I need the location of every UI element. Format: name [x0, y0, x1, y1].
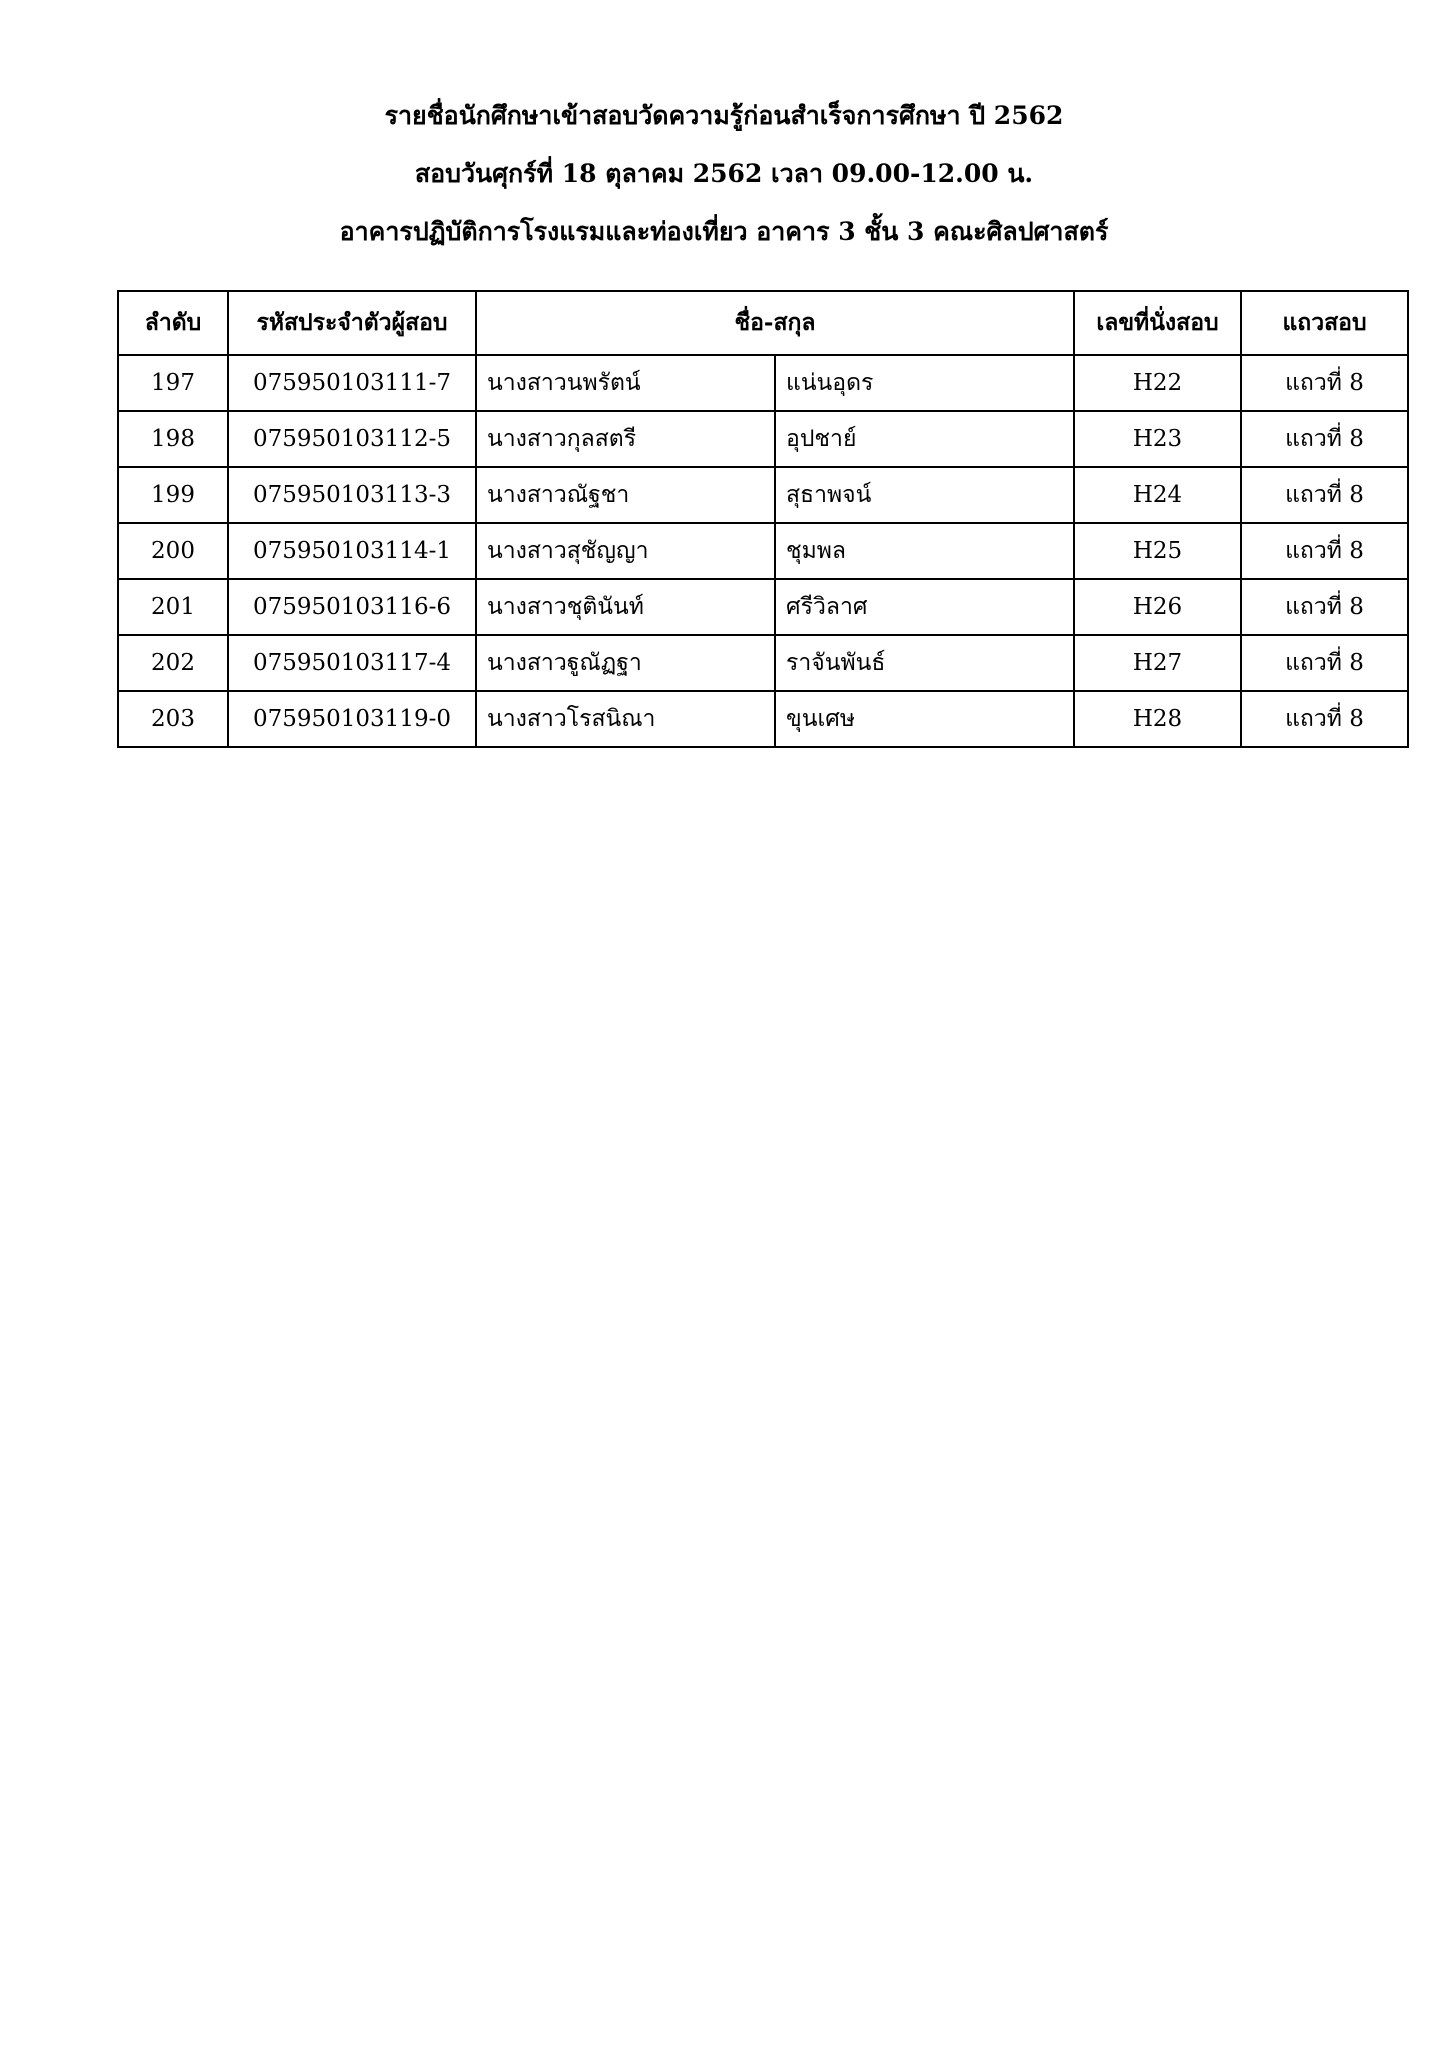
cell-last-name: ชุมพล	[775, 523, 1074, 579]
cell-row: แถวที่ 8	[1241, 411, 1408, 467]
cell-student-id: 075950103113-3	[228, 467, 476, 523]
cell-first-name: นางสาวกุลสตรี	[476, 411, 775, 467]
cell-first-name: นางสาวฐูณัฏฐา	[476, 635, 775, 691]
cell-first-name: นางสาวณัฐชา	[476, 467, 775, 523]
header-student-id: รหัสประจำตัวผู้สอบ	[228, 291, 476, 355]
cell-seat: H25	[1074, 523, 1241, 579]
cell-student-id: 075950103119-0	[228, 691, 476, 747]
cell-first-name: นางสาวชุตินันท์	[476, 579, 775, 635]
cell-row: แถวที่ 8	[1241, 523, 1408, 579]
cell-order: 202	[118, 635, 228, 691]
cell-row: แถวที่ 8	[1241, 635, 1408, 691]
header-row: แถวสอบ	[1241, 291, 1408, 355]
cell-student-id: 075950103111-7	[228, 355, 476, 411]
cell-student-id: 075950103112-5	[228, 411, 476, 467]
cell-last-name: ราจันพันธ์	[775, 635, 1074, 691]
cell-student-id: 075950103114-1	[228, 523, 476, 579]
cell-seat: H27	[1074, 635, 1241, 691]
table-header-row	[118, 291, 1408, 355]
table-row	[118, 579, 1408, 635]
cell-order: 203	[118, 691, 228, 747]
cell-student-id: 075950103116-6	[228, 579, 476, 635]
cell-order: 200	[118, 523, 228, 579]
cell-student-id: 075950103117-4	[228, 635, 476, 691]
cell-order: 199	[118, 467, 228, 523]
document-title: รายชื่อนักศึกษาเข้าสอบวัดความรู้ก่อนสำเร็จการศึกษา ปี 2562	[384, 101, 1064, 130]
cell-seat: H24	[1074, 467, 1241, 523]
table-row	[118, 635, 1408, 691]
header-seat: เลขที่นั่งสอบ	[1074, 291, 1241, 355]
cell-last-name: ขุนเศษ	[775, 691, 1074, 747]
exam-date-time: สอบวันศุกร์ที่ 18 ตุลาคม 2562 เวลา 09.00-12.00 น.	[414, 159, 1034, 188]
cell-order: 197	[118, 355, 228, 411]
header-name: ชื่อ-สกุล	[476, 291, 1074, 355]
cell-seat: H26	[1074, 579, 1241, 635]
cell-order: 198	[118, 411, 228, 467]
cell-first-name: นางสาวนพรัตน์	[476, 355, 775, 411]
cell-seat: H28	[1074, 691, 1241, 747]
table-row	[118, 467, 1408, 523]
cell-last-name: สุธาพจน์	[775, 467, 1074, 523]
cell-first-name: นางสาวสุชัญญา	[476, 523, 775, 579]
cell-first-name: นางสาวโรสนิณา	[476, 691, 775, 747]
header-order: ลำดับ	[118, 291, 228, 355]
cell-row: แถวที่ 8	[1241, 355, 1408, 411]
table-row	[118, 523, 1408, 579]
cell-seat: H23	[1074, 411, 1241, 467]
cell-last-name: ศรีวิลาศ	[775, 579, 1074, 635]
table-row	[118, 411, 1408, 467]
cell-order: 201	[118, 579, 228, 635]
cell-last-name: อุปชาย์	[775, 411, 1074, 467]
table-row	[118, 691, 1408, 747]
cell-seat: H22	[1074, 355, 1241, 411]
cell-last-name: แน่นอุดร	[775, 355, 1074, 411]
cell-row: แถวที่ 8	[1241, 579, 1408, 635]
cell-row: แถวที่ 8	[1241, 467, 1408, 523]
cell-row: แถวที่ 8	[1241, 691, 1408, 747]
table-row	[118, 355, 1408, 411]
exam-roster-table	[117, 290, 1409, 748]
exam-location: อาคารปฏิบัติการโรงแรมและท่องเที่ยว อาคาร 3 ชั้น 3 คณะศิลปศาสตร์	[339, 217, 1109, 246]
